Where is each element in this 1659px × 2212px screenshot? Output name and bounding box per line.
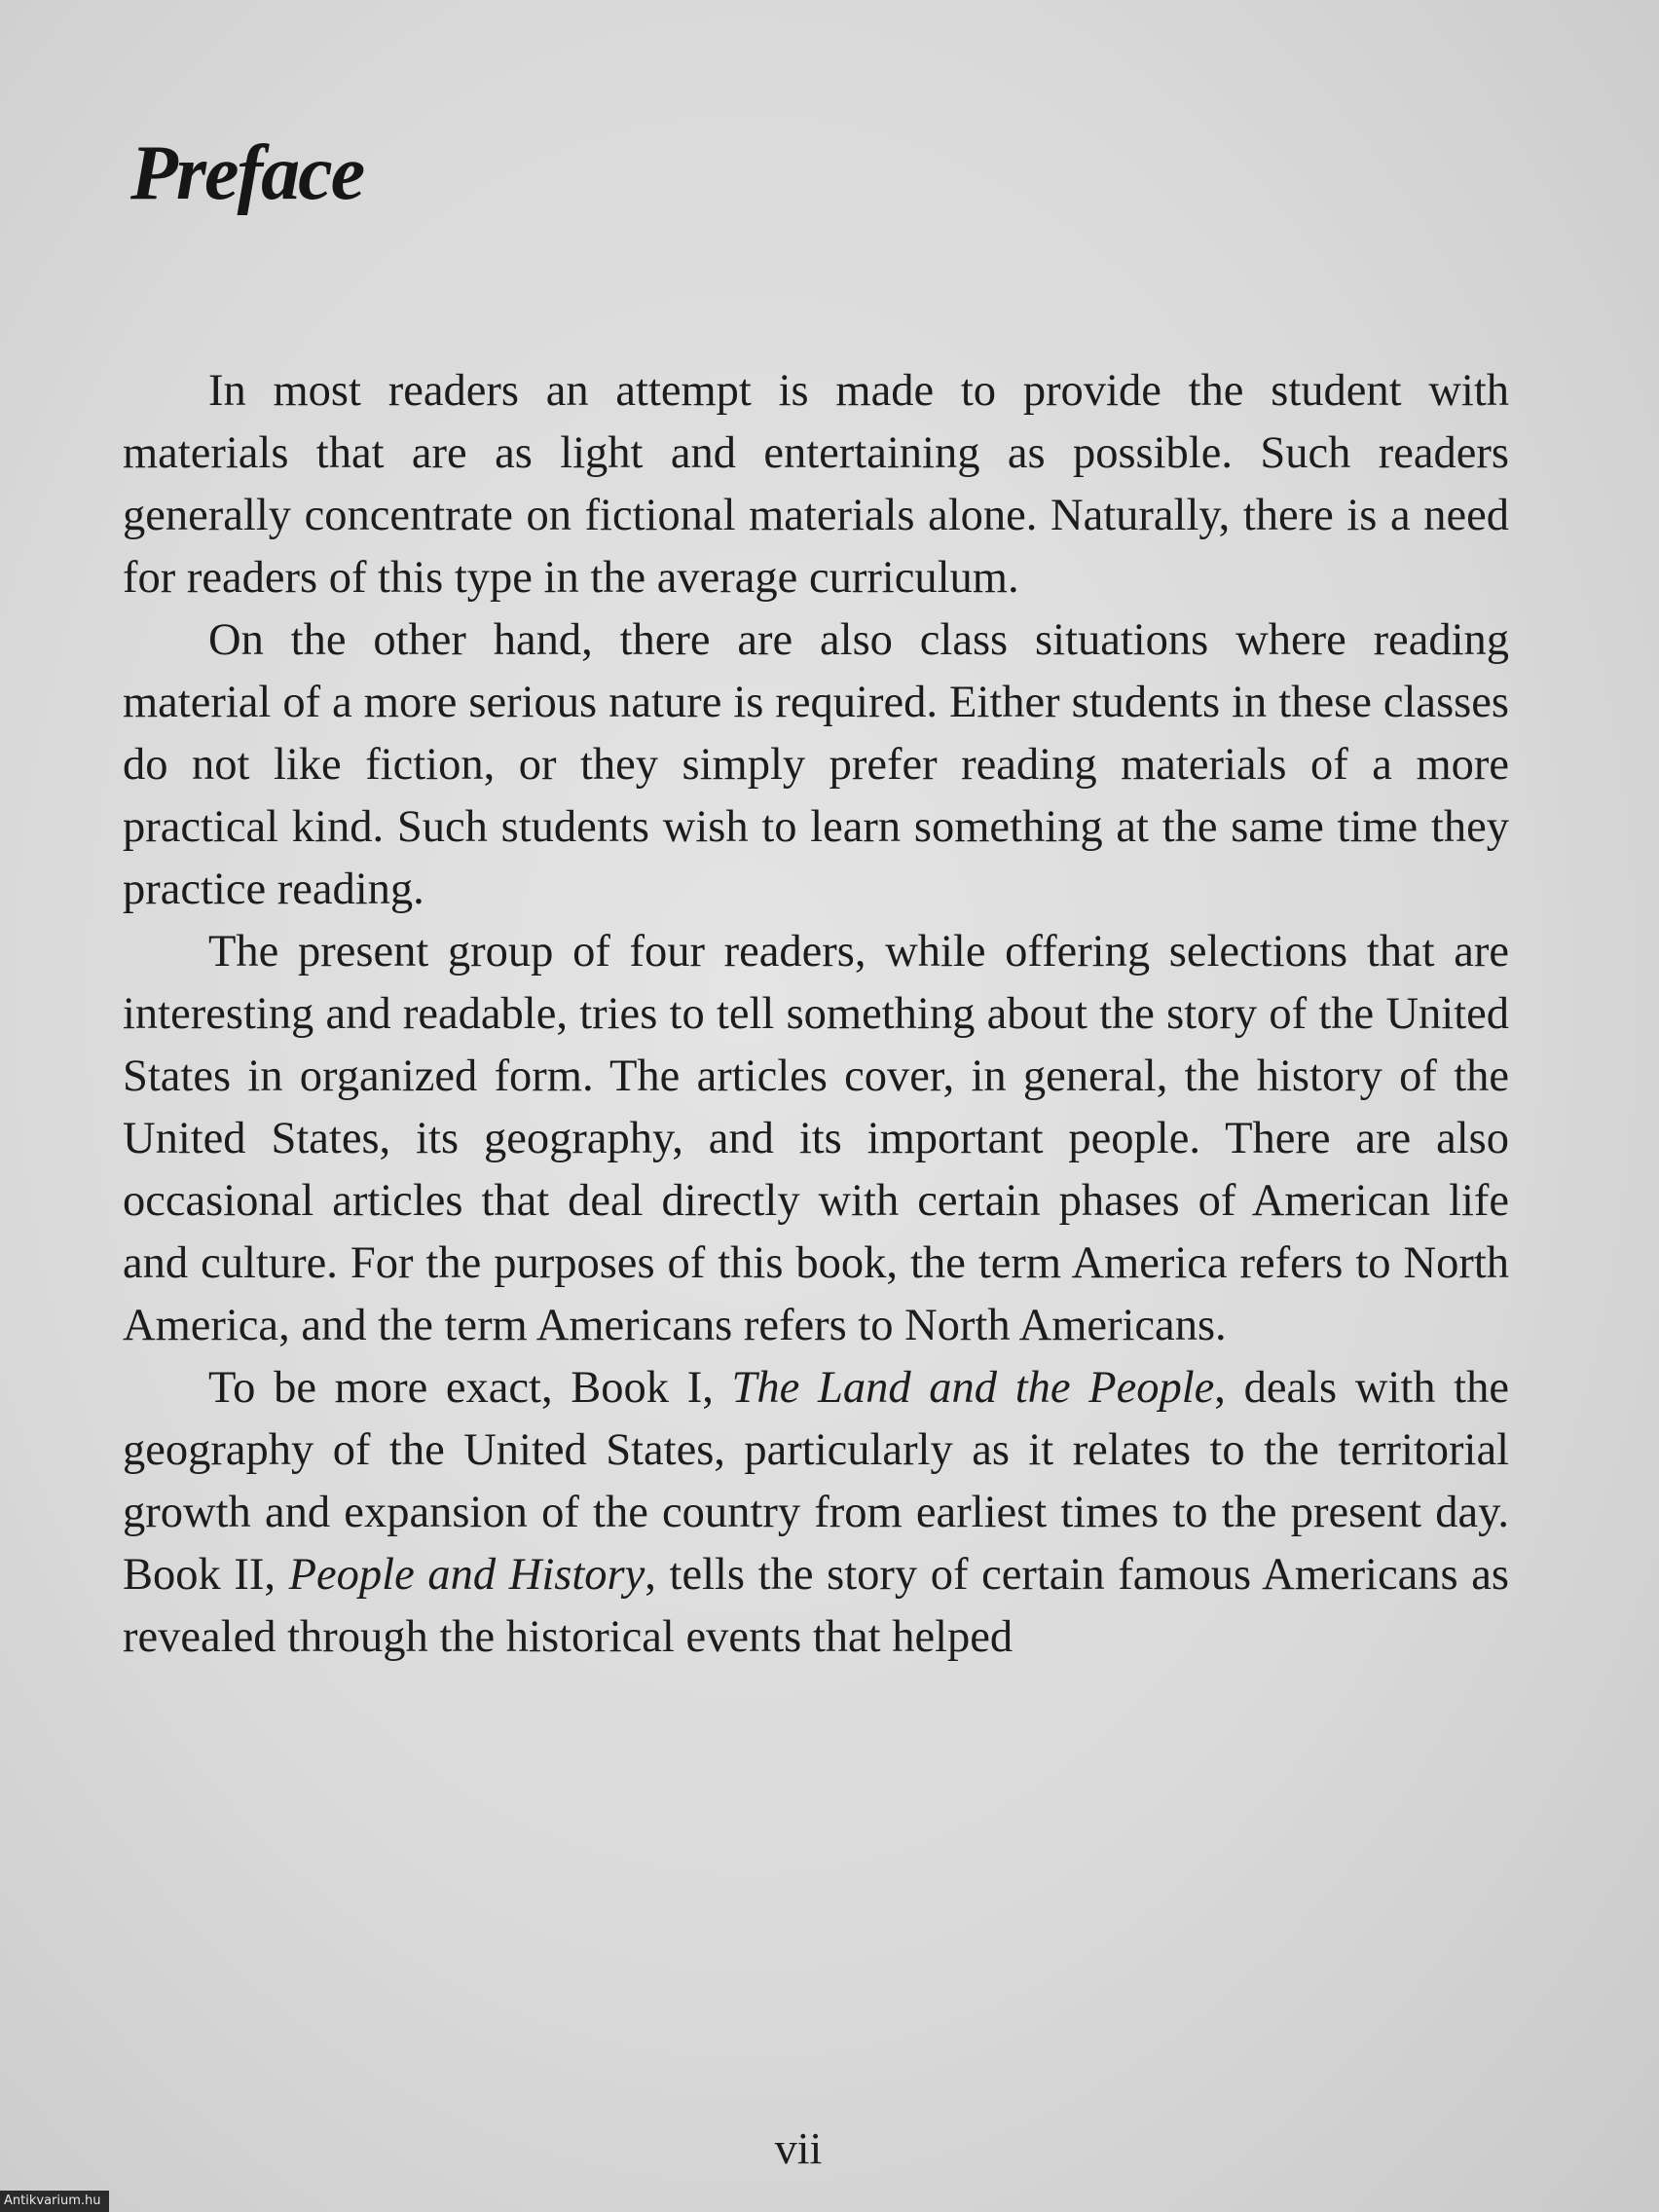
paragraph-4-text-2: , deals with the geography of the United States, particularly as it relates to the territorial growth and expansion of the country from earliest times to the present day. Book II, xyxy=(123,1363,1509,1600)
page-title: Preface xyxy=(130,130,364,216)
preface-body xyxy=(123,360,1509,1669)
paragraph-1: In most readers an attempt is made to provide the student with materials that are as light and entertaining as possible. Such readers generally concentrate on fictional materials alone. Naturally, there is a need for readers of this type in the average curriculum. xyxy=(123,366,1509,603)
paragraph-2: On the other hand, there are also class situations where reading material of a more serious nature is required. Either students in these classes do not like fiction, or they simply prefer reading materials of a more practical kind. Such students wish to learn something at the same time they practice reading. xyxy=(123,615,1509,914)
watermark-label: Antikvarium.hu xyxy=(0,2191,109,2212)
book-2-title: People and History xyxy=(288,1550,645,1600)
book-1-title: The Land and the People xyxy=(731,1363,1215,1413)
paragraph-3: The present group of four readers, while offering selections that are interesting and readable, tries to tell something about the story of the United States in organized form. The articles cover, in general, the history of the United States, its geography, and its important people. There are also occasional articles that deal directly with certain phases of American life and culture. For the purposes of this book, the term America refers to North America, and the term Americans refers to North Americans. xyxy=(123,927,1509,1350)
paragraph-4 xyxy=(123,1357,1509,1669)
page-number: vii xyxy=(774,2123,823,2173)
paragraph-4-text-1: To be more exact, Book I, xyxy=(208,1363,732,1413)
paragraph-4-text-3: , tells the story of certain famous Americans as revealed through the historical events that helped xyxy=(123,1550,1509,1662)
